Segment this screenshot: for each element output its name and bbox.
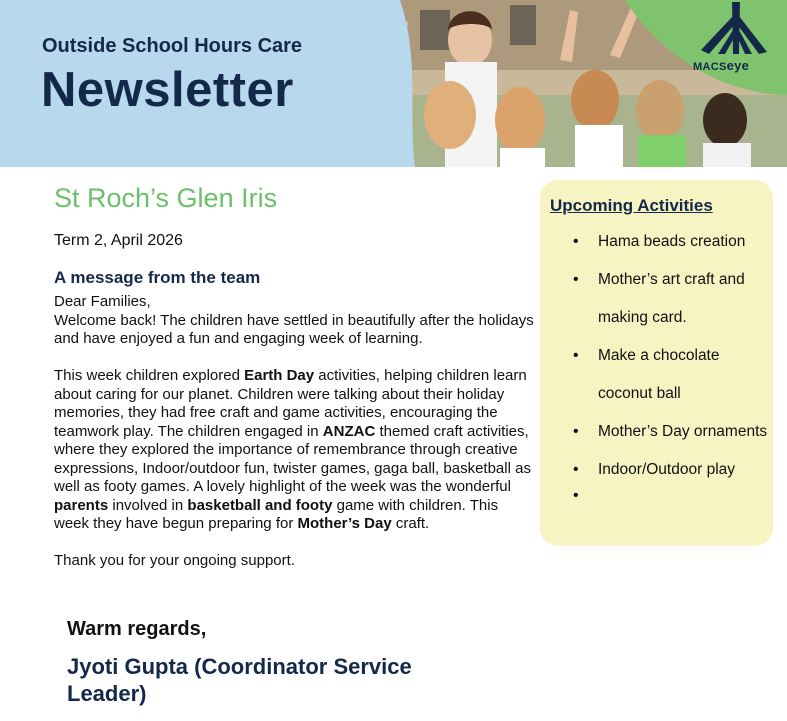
newsletter-header — [0, 0, 787, 167]
upcoming-activities-title: Upcoming Activities — [550, 196, 713, 215]
welcome-paragraph: Welcome back! The children have settled in beautifully after the holidays and have enjoyed a fun and engaging week of learning. — [54, 311, 534, 347]
header-subtitle: Outside School Hours Care — [42, 35, 303, 57]
logo-corner — [0, 0, 787, 167]
message-body — [54, 293, 536, 571]
sign-off: Warm regards, — [67, 618, 207, 640]
list-item: • Indoor/Outdoor play — [540, 451, 773, 489]
term-date: Term 2, April 2026 — [54, 232, 183, 249]
message-heading: A message from the team — [54, 268, 261, 287]
signer-name: Jyoti Gupta (Coordinator Service Leader) — [67, 654, 412, 706]
list-item: • Make a chocolate coconut ball — [540, 337, 773, 413]
greeting: Dear Families, — [54, 293, 151, 310]
activities-list — [540, 223, 773, 503]
school-name: St Roch’s Glen Iris — [54, 183, 278, 213]
logo-text: MACSeye — [693, 58, 750, 73]
thanks-line: Thank you for your ongoing support. — [54, 552, 295, 569]
list-item: • Mother’s art craft and making card. — [540, 261, 773, 337]
list-item: • Hama beads creation — [540, 223, 773, 261]
upcoming-activities-box — [540, 180, 773, 546]
list-item-truncated — [540, 489, 773, 503]
list-item: • Mother’s Day ornaments — [540, 413, 773, 451]
header-title: Newsletter — [41, 63, 294, 117]
activities-paragraph: This week children explored Earth Day activities, helping children learn about caring for our planet. Children were talking about their holiday memories, they had free craft and game activities, encouraging the teamwork play. The children engaged in ANZAC themed craft activities, where they explored the importance of remembrance through creative expressions, Indoor/outdoor fun, twister games, gaga ball, basketball as well as footy games. A lovely highlight of the week was the wonderful parents involved in basketball and footy game with children. This week they have begun preparing for Mother’s Day craft. — [54, 367, 531, 532]
